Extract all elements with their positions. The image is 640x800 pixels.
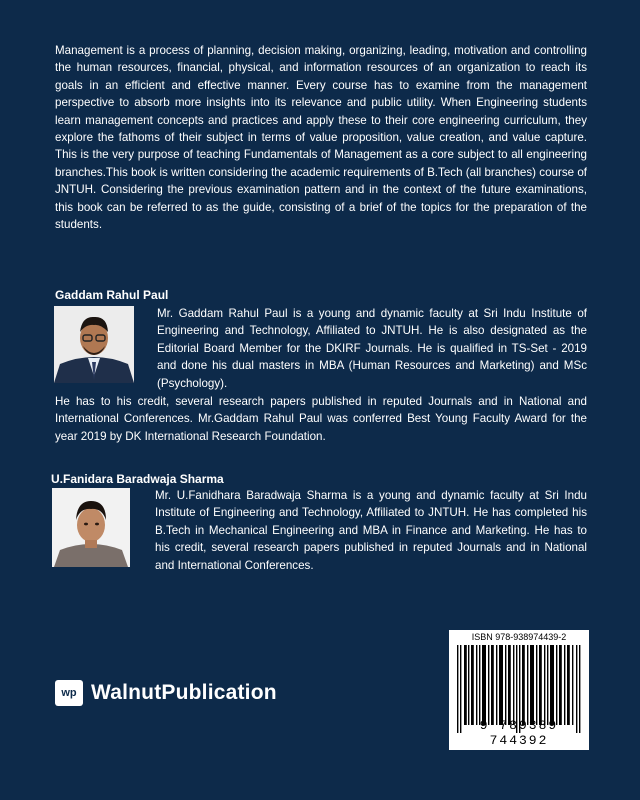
publisher-name: WalnutPublication bbox=[91, 681, 277, 704]
book-blurb: Management is a process of planning, decision making, organizing, leading, motivation and controlling the human resources, financial, physical, and information resources of an organization to reach its goals in an efficient and effective manner. Every course has to examine from the management perspective to absorb more insights into its relevance and public utility. When Engineering students learn management concepts and practices and apply these to their core engineering curriculum, they explore the fathoms of their subject in terms of value proposition, value creation, and value capture. This is the very purpose of teaching Fundamentals of Management as a core subject to all engineering branches.This book is written considering the academic requirements of B.Tech (all branches) course of JNTUH. Considering the previous examination pattern and in the context of the future examinations, this book can be referred to as the guide, consisting of a brief of the topics for the preparation of the students. bbox=[55, 44, 587, 232]
author-name-2: U.Fanidara Baradwaja Sharma bbox=[51, 472, 224, 486]
publisher-logo bbox=[55, 678, 277, 708]
barcode-number: 9 789389 744392 bbox=[479, 718, 559, 748]
author-photo-1 bbox=[54, 306, 134, 383]
author-bio-1-continued: He has to his credit, several research papers published in reputed Journals and in National and International Conferences. Mr.Gaddam Rahul Paul was conferred Best Young Faculty Award for the year 2019 by DK International Research Foundation. bbox=[55, 395, 587, 443]
isbn-label: ISBN 978-938974439-2 bbox=[471, 632, 567, 642]
author-bio-1: Mr. Gaddam Rahul Paul is a young and dynamic faculty at Sri Indu Institute of Engineering and Technology, Affiliated to JNTUH. He is also designated as the Editorial Board Member for the DKIRF Journals. He is qualified in TS-Set - 2019 and done his dual masters in MBA (Human Resources and Marketing) and MSc (Psychology). bbox=[157, 307, 587, 390]
author-portrait-icon bbox=[52, 488, 130, 567]
author-photo-2 bbox=[52, 488, 130, 567]
author-bio-2: Mr. U.Fanidhara Baradwaja Sharma is a young and dynamic faculty at Sri Indu Institute of Engineering and Technology, Affiliated to JNTUH. He has completed his B.Tech in Mechanical Engineering and MBA in Finance and Marketing. He has to his credit, several research papers published in reputed Journals and in National and International Conferences. bbox=[155, 489, 587, 572]
author-portrait-icon bbox=[54, 306, 134, 383]
isbn-barcode bbox=[449, 630, 589, 750]
publisher-logo-icon: wp bbox=[55, 680, 83, 706]
author-name-1: Gaddam Rahul Paul bbox=[55, 288, 169, 302]
